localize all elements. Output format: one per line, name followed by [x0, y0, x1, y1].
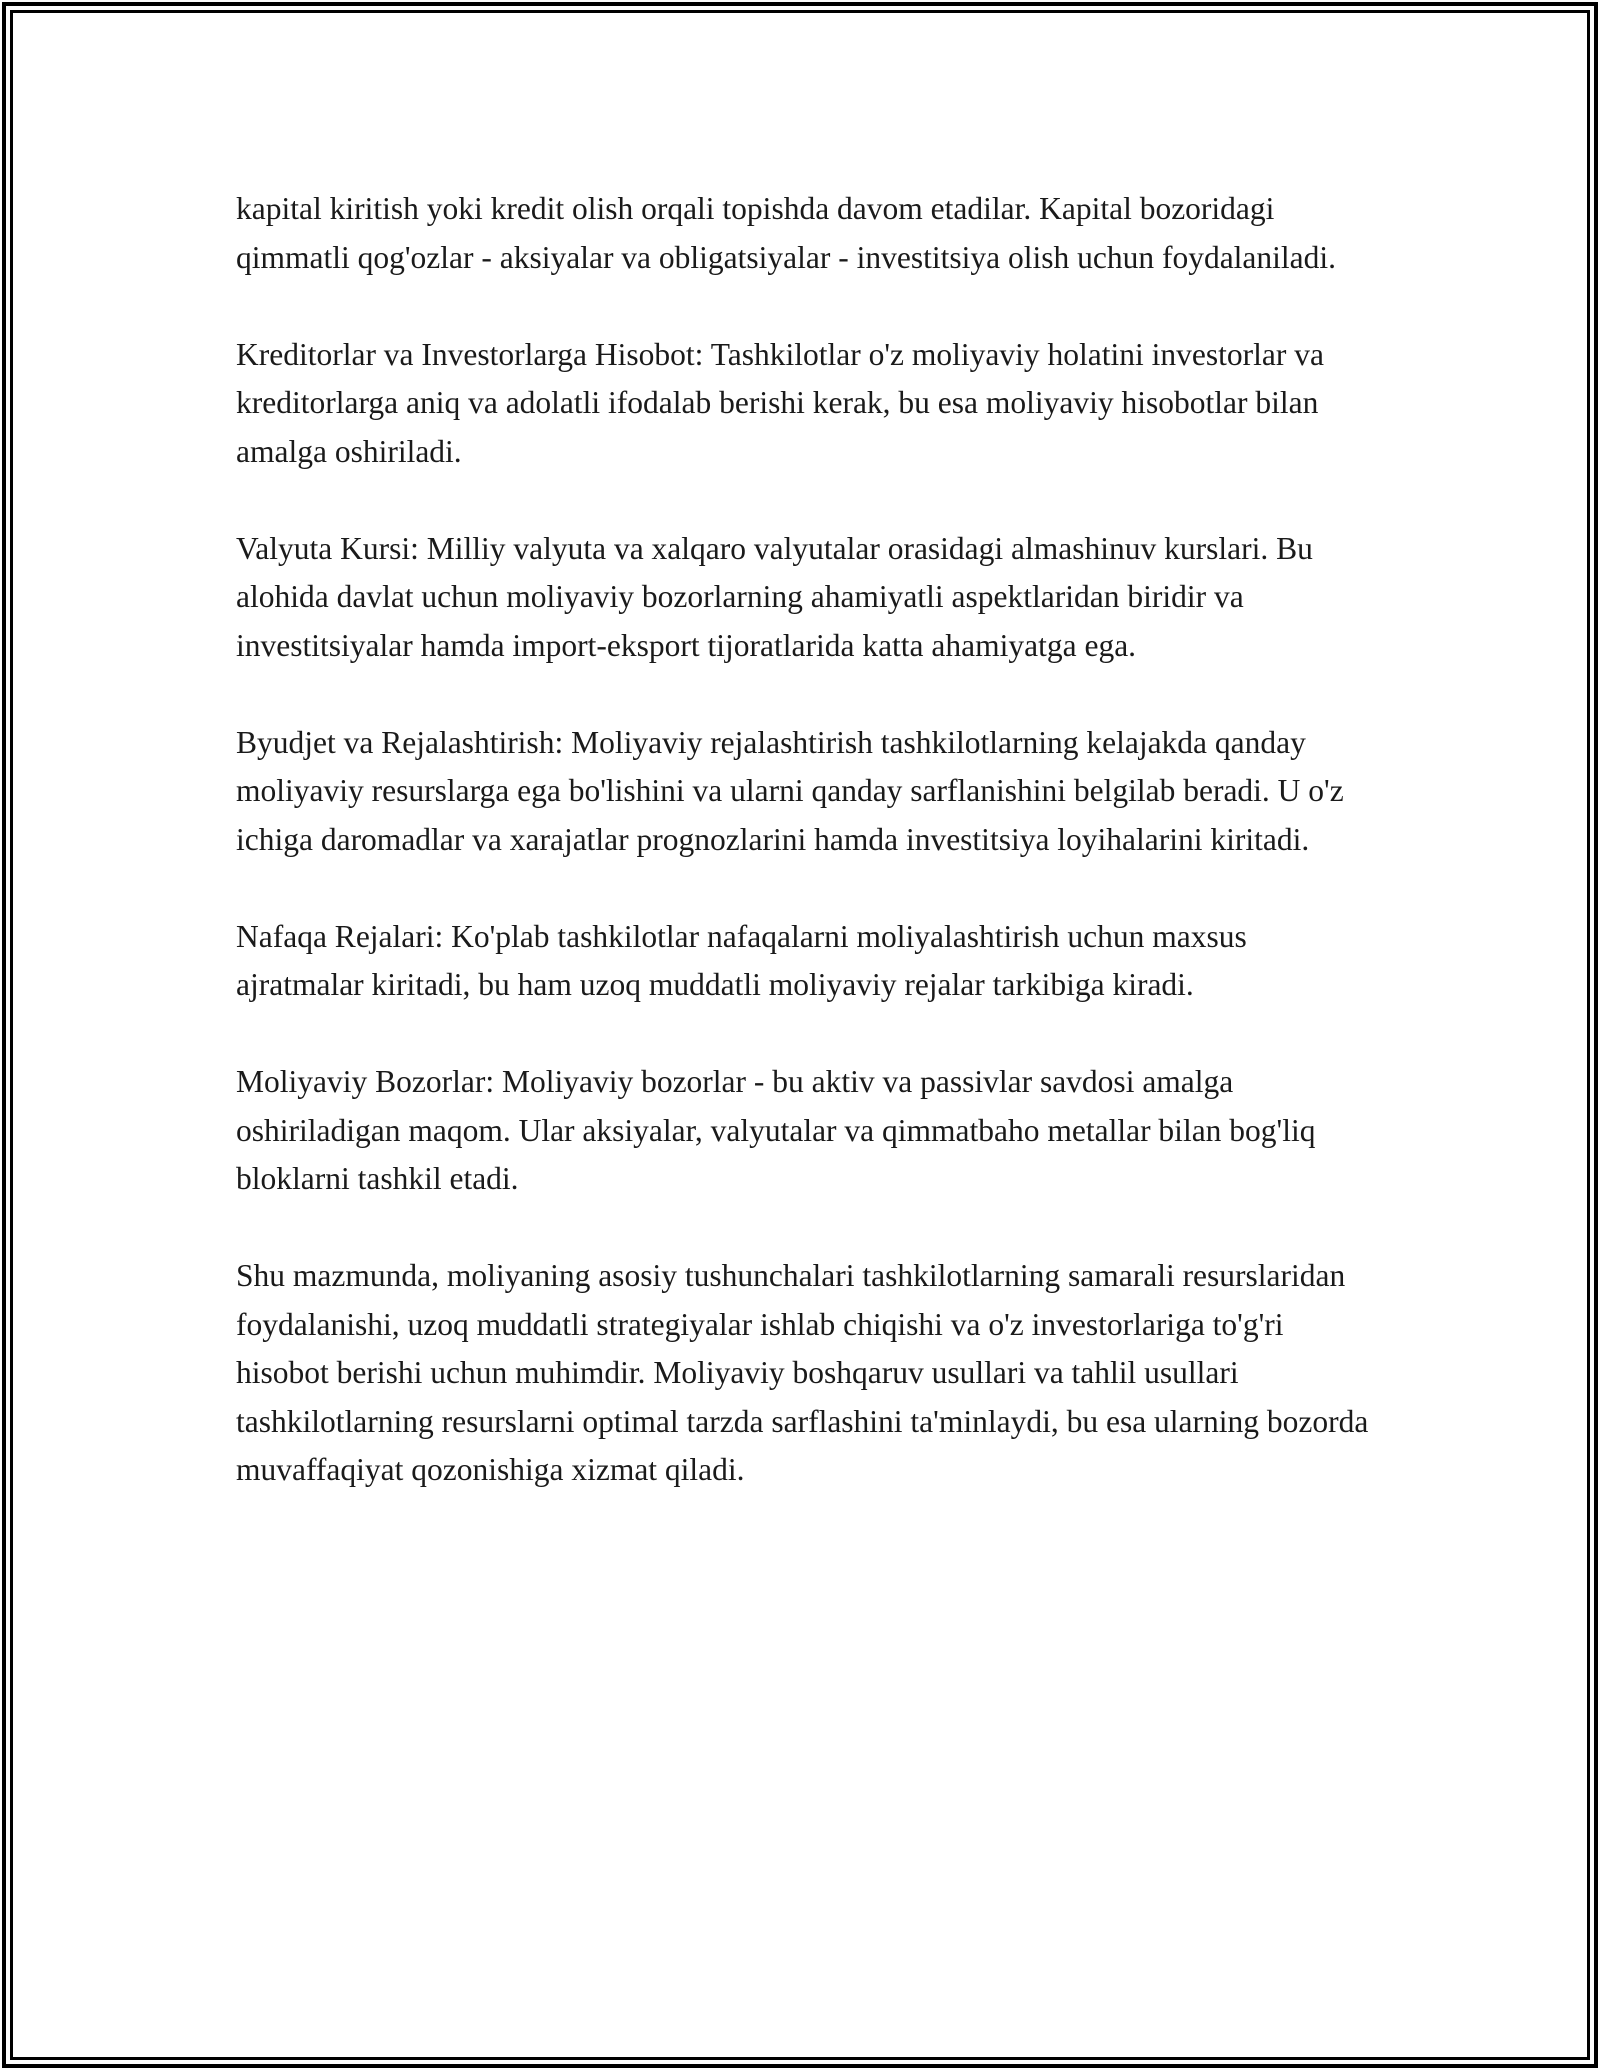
paragraph-conclusion: Shu mazmunda, moliyaning asosiy tushunchalari tashkilotlarning samarali resurslaridan foydalanishi, uzoq muddatli strategiyalar ishlab chiqishi va o'z investorlariga to'g'ri hisobot berishi uchun muhimdir. Moliyaviy boshqaruv usullari va tahlil usullari tashkilotlarning resurslarni optimal tarzda sarflashini ta'minlaydi, bu esa ularning bozorda muvaffaqiyat qozonishiga xizmat qiladi.	[236, 1258, 1369, 1487]
paragraph-reporting: Kreditorlar va Investorlarga Hisobot: Tashkilotlar o'z moliyaviy holatini investorlar va kreditorlarga aniq va adolatli ifodalab berishi kerak, bu esa moliyaviy hisobotlar bilan amalga oshiriladi.	[236, 336, 1324, 469]
paragraph-budget-planning: Byudjet va Rejalashtirish: Moliyaviy rejalashtirish tashkilotlarning kelajakda qanday moliyaviy resurslarga ega bo'lishini va ularni qanday sarflanishini belgilab beradi. U o'z ichiga daromadlar va xarajatlar prognozlarini hamda investitsiya loyihalarini kiritadi.	[236, 724, 1344, 857]
paragraph-capital: kapital kiritish yoki kredit olish orqali topishda davom etadilar. Kapital bozoridagi qimmatli qog'ozlar - aksiyalar va obligatsiyalar - investitsiya olish uchun foydalaniladi.	[236, 191, 1337, 275]
paragraph-financial-markets: Moliyaviy Bozorlar: Moliyaviy bozorlar - bu aktiv va passivlar savdosi amalga oshiriladigan maqom. Ular aksiyalar, valyutalar va qimmatbaho metallar bilan bog'liq bloklarni tashkil etadi.	[236, 1064, 1316, 1196]
paragraph-exchange-rate: Valyuta Kursi: Milliy valyuta va xalqaro valyutalar orasidagi almashinuv kurslari. Bu alohida davlat uchun moliyaviy bozorlarning ahamiyatli aspektlaridan biridir va investitsiyalar hamda import-eksport tijoratlarida katta ahamiyatga ega.	[236, 530, 1313, 663]
document-body	[236, 185, 1376, 1495]
paragraph-pension-plans: Nafaqa Rejalari: Ko'plab tashkilotlar nafaqalarni moliyalashtirish uchun maxsus ajratmalar kiritadi, bu ham uzoq muddatli moliyaviy rejalar tarkibiga kiradi.	[236, 918, 1247, 1002]
